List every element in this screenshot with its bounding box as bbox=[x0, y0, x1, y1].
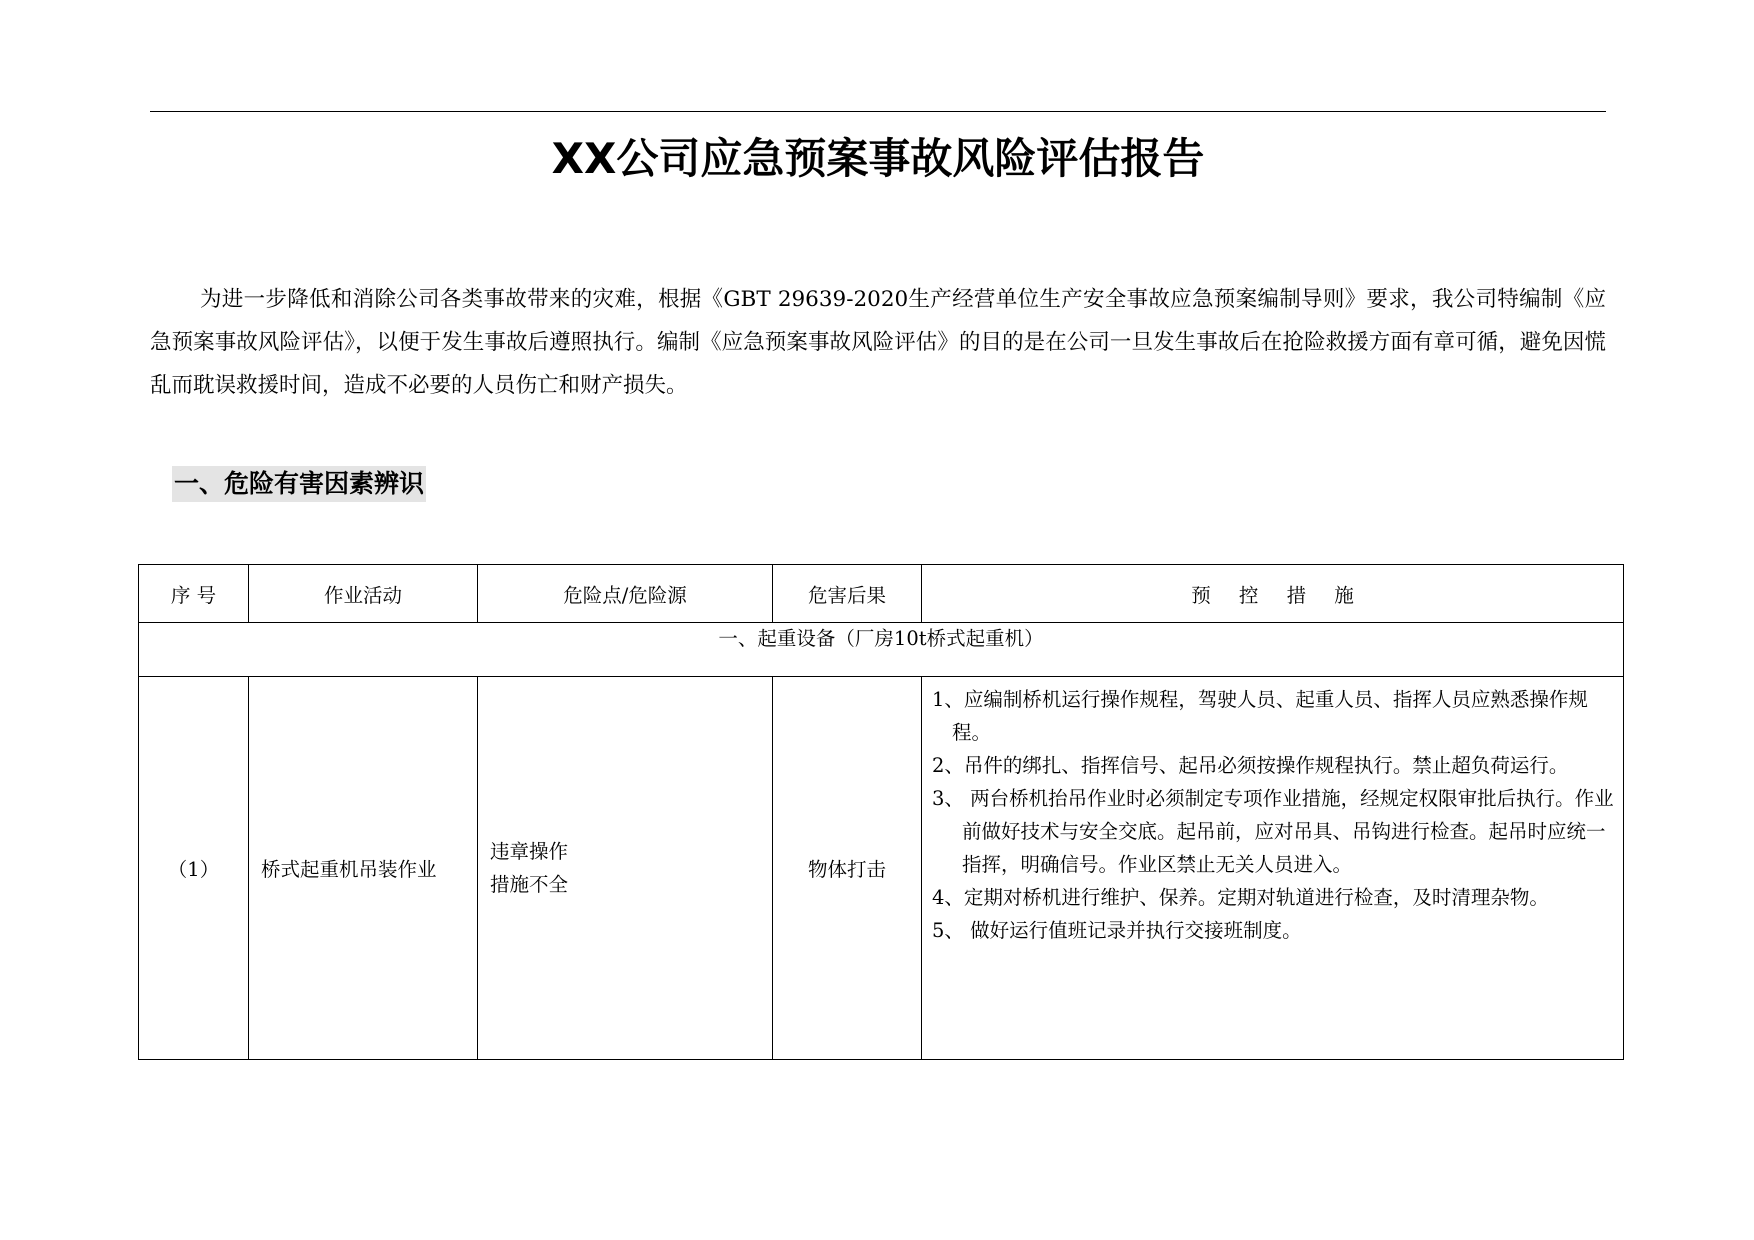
table-group-row bbox=[139, 623, 1624, 677]
row-seq: （1） bbox=[139, 677, 249, 1060]
hazard-item: 违章操作 bbox=[490, 840, 569, 863]
intro-paragraph: 为进一步降低和消除公司各类事故带来的灾难，根据《GBT 29639-2020生产经营单位生产安全事故应急预案编制导则》要求，我公司特编制《应急预案事故风险评估》，以便于发生事故后遵照执行。编制《应急预案事故风险评估》的目的是在公司一旦发生事故后在抢险救援方面有章可循，避免因慌乱而耽误救援时间，造成不必要的人员伤亡和财产损失。 bbox=[150, 287, 1606, 398]
table-row bbox=[139, 677, 1624, 1060]
header-consequence: 危害后果 bbox=[773, 565, 922, 623]
section-heading: 一、危险有害因素辨识 bbox=[172, 466, 426, 502]
table-header-row bbox=[139, 565, 1624, 623]
measure-item: 1、应编制桥机运行操作规程，驾驶人员、起重人员、指挥人员应熟悉操作规程。 bbox=[932, 688, 1588, 744]
row-hazards bbox=[478, 677, 773, 1060]
hazard-identification-table bbox=[138, 564, 1624, 1060]
header-rule bbox=[150, 111, 1606, 112]
row-activity: 桥式起重机吊装作业 bbox=[249, 677, 478, 1060]
row-measures bbox=[922, 677, 1624, 1060]
header-activity: 作业活动 bbox=[249, 565, 478, 623]
measure-item: 3、 两台桥机抬吊作业时必须制定专项作业措施，经规定权限审批后执行。作业前做好技术与安全交底。起吊前，应对吊具、吊钩进行检查。起吊时应统一指挥，明确信号。作业区禁止无关人员进入。 bbox=[932, 787, 1614, 876]
document-title: XX公司应急预案事故风险评估报告 bbox=[551, 134, 1205, 183]
measure-item: 4、定期对桥机进行维护、保养。定期对轨道进行检查，及时清理杂物。 bbox=[932, 886, 1549, 909]
group-title: 一、起重设备（厂房10t桥式起重机） bbox=[139, 623, 1624, 677]
measure-item: 5、 做好运行值班记录并执行交接班制度。 bbox=[932, 919, 1302, 942]
measure-item: 2、吊件的绑扎、指挥信号、起吊必须按操作规程执行。禁止超负荷运行。 bbox=[932, 754, 1569, 777]
header-measures: 预 控 措 施 bbox=[922, 565, 1624, 623]
header-hazard: 危险点/危险源 bbox=[478, 565, 773, 623]
hazard-item: 措施不全 bbox=[490, 873, 569, 896]
row-consequence: 物体打击 bbox=[773, 677, 922, 1060]
header-seq: 序 号 bbox=[139, 565, 249, 623]
